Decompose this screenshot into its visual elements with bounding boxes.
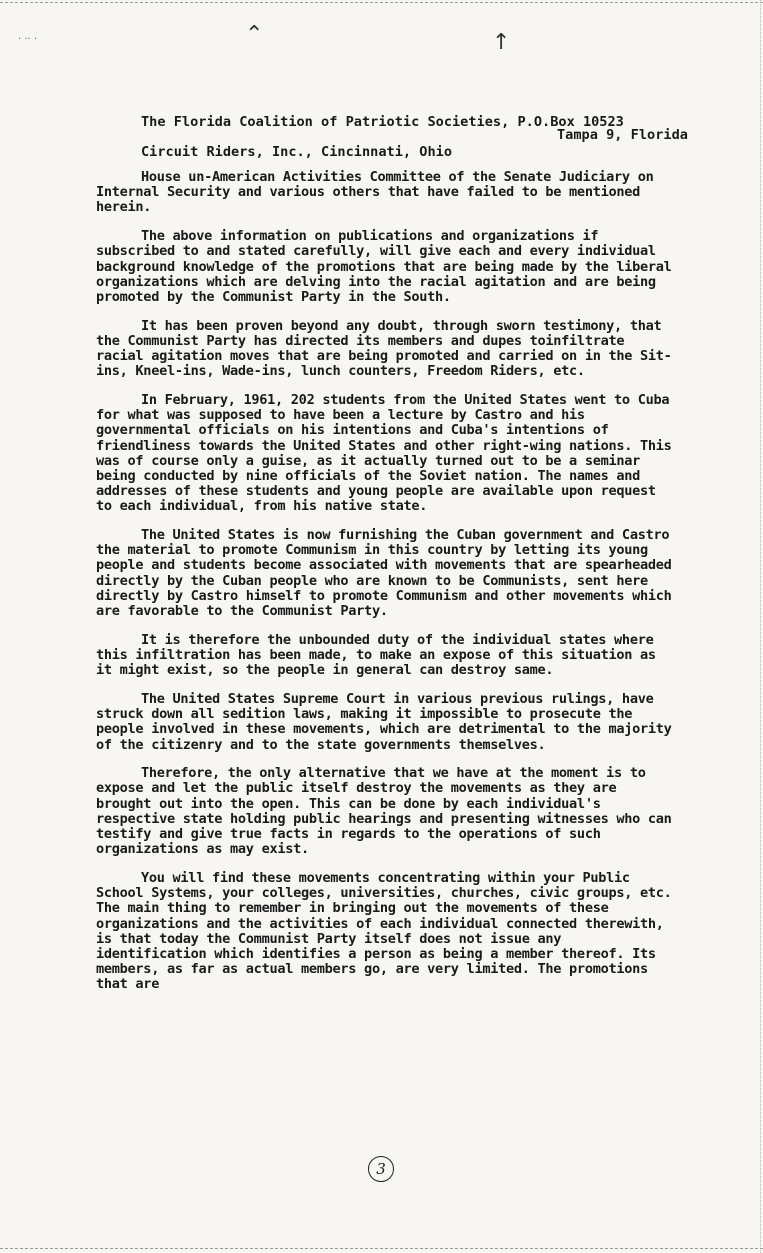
paragraph: The United States Supreme Court in various previous rulings, have struck down all sedition laws, making it impossible to prosecute the people involved in these movements, which are detrimental to the majority of the citizenry and to the state governments themselves. xyxy=(96,690,672,753)
paragraph: It has been proven beyond any doubt, through sworn testimony, that the Communist Party has directed its members and dupes toinfiltrate racial agitation moves that are being promoted and carried on in the Sit-ins, Kneel-ins, Wade-ins, lunch counters, Freedom Riders, etc. xyxy=(96,317,672,380)
paragraph: House un-American Activities Committee of the Senate Judiciary on Internal Security and various others that have failed to be mentioned herein. xyxy=(96,169,654,216)
paragraph: In February, 1961, 202 students from the United States went to Cuba for what was supposed to have been a lecture by Castro and his governmental officials on his intentions and Cuba's intentions of friendliness towards the United States and other right-wing nations. This was of course only a guise, as it actually turned out to be a seminar being conducted by nine officials of the Soviet nation. The names and addresses of these students and young people are available upon request to each individual, from his native state. xyxy=(96,391,672,515)
org-heading: The Florida Coalition of Patriotic Societies, P.O.Box 10523 xyxy=(141,114,624,130)
paragraph: The United States is now furnishing the Cuban government and Castro the material to promote Communism in this country by letting its young people and students become associated with movements that are spearheaded directly by the Cuban people who are known to be Communists, sent here directly by Castro himself to promote Communism and other movements which are favorable to the Communist Party. xyxy=(96,527,672,620)
circuit-riders-line: Circuit Riders, Inc., Cincinnati, Ohio xyxy=(141,144,452,160)
scan-border-top xyxy=(0,2,763,3)
paragraph: You will find these movements concentrating within your Public School Systems, your colleges, universities, churches, civic groups, etc. The main thing to remember in bringing out the movements of these organizations and the activities of each individual connected therewith, is that today the Communist Party itself does not issue any identification which identifies a person as being a member thereof. Its members, as far as actual members go, are very limited. The promotions that are xyxy=(96,869,672,993)
document-body xyxy=(96,170,676,1006)
scan-mark-right: ↑ xyxy=(492,30,511,55)
paragraph: The above information on publications and organizations if subscribed to and stated carefully, will give each and every individual background knowledge of the promotions that are being made by the liberal organizations which are delving into the racial agitation and are being promoted by the Communist Party in the South. xyxy=(96,228,672,305)
scan-noise: · ·· · xyxy=(18,34,38,45)
paragraph: It is therefore the unbounded duty of the individual states where this infiltration has been made, to make an expose of this situation as it might exist, so the people in general can destroy same. xyxy=(96,631,656,679)
scan-edge-right xyxy=(759,0,761,1253)
org-address: Tampa 9, Florida xyxy=(557,127,688,143)
scan-border-bottom xyxy=(0,1248,763,1249)
scan-mark-left: ⌃ xyxy=(245,22,264,47)
paragraph: Therefore, the only alternative that we have at the moment is to expose and let the public itself destroy the movements as they are brought out into the open. This can be done by each individual's respective state holding public hearings and presenting witnesses who can testify and give true facts in regards to the operations of such organizations as may exist. xyxy=(96,765,672,858)
page-number: 3 xyxy=(368,1156,394,1182)
